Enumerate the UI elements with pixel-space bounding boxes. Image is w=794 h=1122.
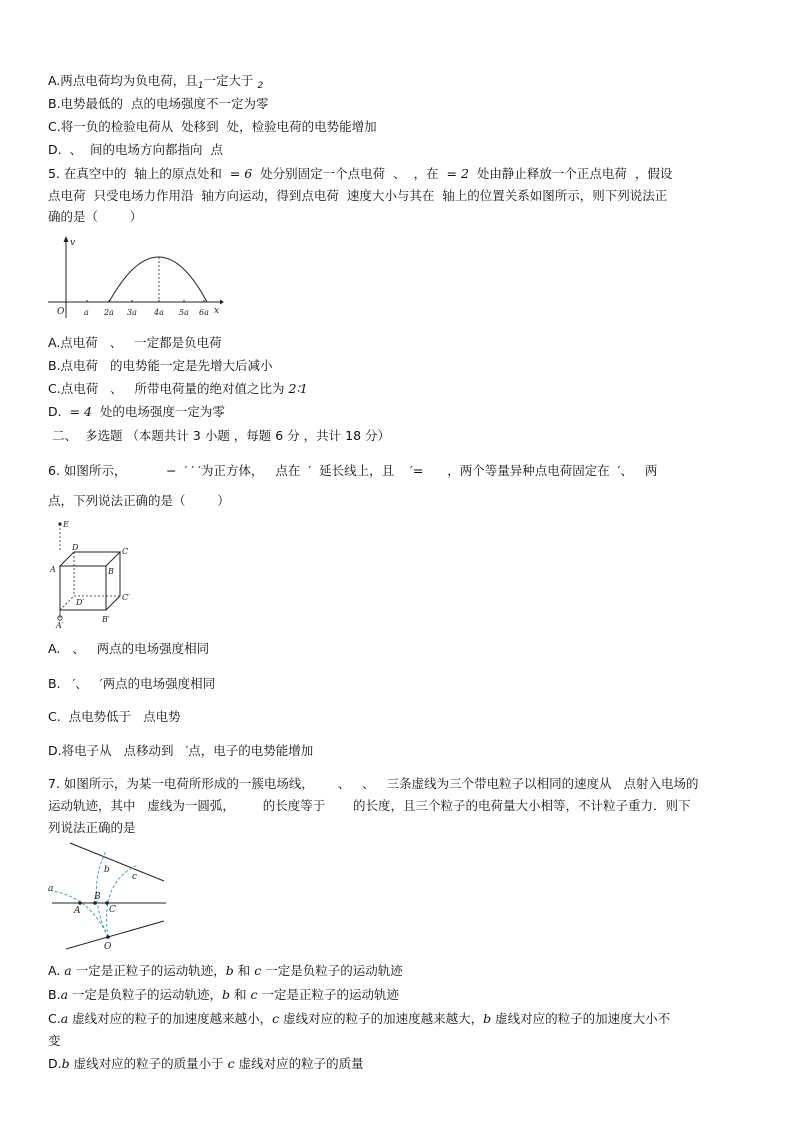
q6-label-d: D: [72, 543, 79, 552]
q7-label-point-o: O: [104, 942, 112, 952]
q6-option-a: A. 、 两点的电场强度相同: [48, 641, 210, 656]
q6-option-d: D.将电子从 点移动到 ′点，电子的电势能增加: [48, 743, 314, 758]
q7-option-b: B.a 一定是负粒子的运动轨迹，b 和 c 一定是正粒子的运动轨迹: [48, 987, 400, 1002]
q5-stem-line-1: 5. 在真空中的 轴上的原点处和 = 6 处分别固定一个点电荷 、 ，在 = 2 处由静止释放一个正点电荷 ，假设: [48, 166, 673, 181]
q5-tick-5a: 5a: [179, 308, 189, 317]
q7-option-c-line-1: C.a 虚线对应的粒子的加速度越来越小，c 虚线对应的粒子的加速度越来越大，b 虚线对应的粒子的加速度大小不: [48, 1011, 671, 1026]
q7-field-line-bottom: [66, 921, 164, 949]
q5-stem-line-3: 确的是（ ）: [48, 209, 143, 224]
q5-option-b: B.点电荷 的电势能一定是先增大后减小: [48, 358, 273, 373]
q6-label-e: E: [63, 520, 69, 529]
q5-option-a: A.点电荷 、 一定都是负电荷: [48, 335, 222, 350]
q5-tick-6a: 6a: [199, 308, 209, 317]
q7-stem-line-1: 7. 如图所示，为某一电荷所形成的一簇电场线， 、 、 三条虚线为三个带电粒子以相同的速度从 点射入电场的: [48, 776, 699, 791]
q5-velocity-curve: [109, 257, 207, 302]
q6-stem-line-2: 点，下列说法正确的是（ ）: [48, 493, 230, 508]
q7-field-lines-figure: [46, 841, 170, 953]
q7-label-a: a: [48, 884, 54, 894]
q6-label-c-prime: C′: [122, 593, 130, 602]
q6-stem-line-1: 6. 如图所示， − ′ ′ ′为正方体， 点在 ′ 延长线上，且 ′= ，两个等量异种点电荷固定在 ′、 两: [48, 463, 658, 478]
q5-origin-label: O: [57, 307, 65, 317]
q6-label-a-prime: A′: [56, 621, 64, 630]
q7-label-c: c: [132, 872, 138, 882]
q5-x-label: x: [214, 306, 220, 316]
q7-label-point-b: B: [94, 892, 101, 902]
section-2-heading: 二、 多选题 （本题共计 3 小题 ，每题 6 分 ，共计 18 分）: [52, 428, 391, 443]
q5-option-c: C.点电荷 、 所带电荷量的绝对值之比为 2∶1: [48, 381, 308, 396]
q5-tick-4a: 4a: [154, 308, 164, 317]
q6-label-b-prime: B′: [102, 615, 110, 624]
q6-label-d-prime: D′: [76, 598, 85, 607]
q4-option-b: B.电势最低的 点的电场强度不一定为零: [48, 96, 269, 111]
q5-velocity-graph: [44, 234, 224, 320]
q7-option-c-line-2: 变: [48, 1033, 61, 1048]
q4-option-a: A.两点电荷均为负电荷，且$_1$一定大于 $_2$: [48, 73, 264, 91]
q7-field-line-top: [70, 843, 164, 881]
q7-label-point-a: A: [74, 906, 81, 916]
q5-tick-a: a: [84, 308, 89, 317]
q4-option-d: D. 、 间的电场方向都指向 点: [48, 142, 223, 157]
q4-option-c: C.将一负的检验电荷从 处移到 处，检验电荷的电势能增加: [48, 119, 377, 134]
q7-stem-line-2: 运动轨迹，其中 虚线为一圆弧， 的长度等于 的长度，且三个粒子的电荷量大小相等，不计粒子重力．则下: [48, 798, 691, 813]
q7-option-a: A. a 一定是正粒子的运动轨迹，b 和 c 一定是负粒子的运动轨迹: [48, 963, 403, 978]
q7-label-b: b: [104, 865, 110, 875]
q7-label-point-c: C: [109, 905, 116, 915]
q6-label-a: A: [50, 565, 56, 574]
q5-tick-2a: 2a: [104, 308, 114, 317]
q6-label-c: C: [122, 547, 129, 556]
q7-option-d: D.b 虚线对应的粒子的质量小于 c 虚线对应的粒子的质量: [48, 1056, 364, 1071]
q5-option-d: D. = 4 处的电场强度一定为零: [48, 404, 225, 419]
q6-option-b: B. ′、 ′两点的电场强度相同: [48, 676, 216, 691]
q5-stem-line-2: 点电荷 只受电场力作用沿 轴方向运动，得到点电荷 速度大小与其在 轴上的位置关系如图所示，则下列说法正: [48, 188, 668, 203]
q5-tick-3a: 3a: [127, 308, 137, 317]
q7-stem-line-3: 列说法正确的是: [48, 820, 136, 835]
q5-y-label: v: [70, 238, 76, 248]
q6-label-b: B: [108, 567, 114, 576]
q6-option-c: C. 点电势低于 点电势: [48, 709, 181, 724]
q6-cube-figure: [48, 518, 148, 630]
